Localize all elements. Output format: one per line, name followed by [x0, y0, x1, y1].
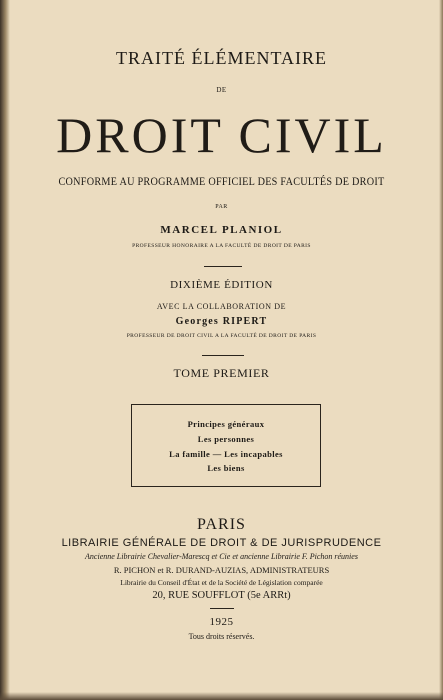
publisher-name: LIBRAIRIE GÉNÉRALE DE DROIT & DE JURISPRUDENCE [61, 537, 382, 549]
divider-rule [210, 608, 234, 609]
series-title: TRAITÉ ÉLÉMENTAIRE [115, 48, 328, 68]
contents-box [131, 404, 321, 487]
publisher-council: Librairie du Conseil d'État et de la Société de Législation comparée [120, 578, 323, 587]
coauthor-affiliation: PROFESSEUR DE DROIT CIVIL A LA FACULTÉ DE DROIT DE PARIS [126, 333, 317, 339]
main-title: DROIT CIVIL [56, 107, 387, 163]
collaboration-label: AVEC LA COLLABORATION DE [156, 302, 287, 311]
contents-item: La famille — Les incapables [169, 449, 283, 459]
publication-year: 1925 [209, 616, 234, 628]
imprint-city: PARIS [197, 516, 246, 533]
subtitle: CONFORME AU PROGRAMME OFFICIEL DES FACULTÉS DE DROIT [58, 174, 385, 188]
author-name: MARCEL PLANIOL [160, 224, 283, 236]
divider-rule [204, 266, 242, 267]
page-edge-bottom [0, 692, 443, 700]
publisher-history: Ancienne Librairie Chevalier-Marescq et Cie et ancienne Librairie F. Pichon réunies [85, 552, 358, 561]
publisher-address: 20, RUE SOUFFLOT (5e ARRt) [152, 590, 291, 601]
edition: DIXIÈME ÉDITION [170, 279, 273, 291]
par-label: PAR [215, 204, 228, 210]
author-affiliation: PROFESSEUR HONORAIRE A LA FACULTÉ DE DROIT DE PARIS [132, 243, 311, 249]
volume-label: TOME PREMIER [173, 366, 270, 380]
coauthor-name: Georges RIPERT [175, 316, 268, 327]
divider-rule [202, 355, 244, 356]
contents-item: Les biens [207, 463, 245, 473]
series-title-de: DE [216, 86, 227, 94]
contents-item: Les personnes [197, 434, 255, 444]
publisher-administrators: R. PICHON et R. DURAND-AUZIAS, ADMINISTRATEURS [113, 565, 330, 575]
rights-notice: Tous droits réservés. [188, 632, 255, 641]
contents-item: Principes généraux [187, 419, 265, 429]
